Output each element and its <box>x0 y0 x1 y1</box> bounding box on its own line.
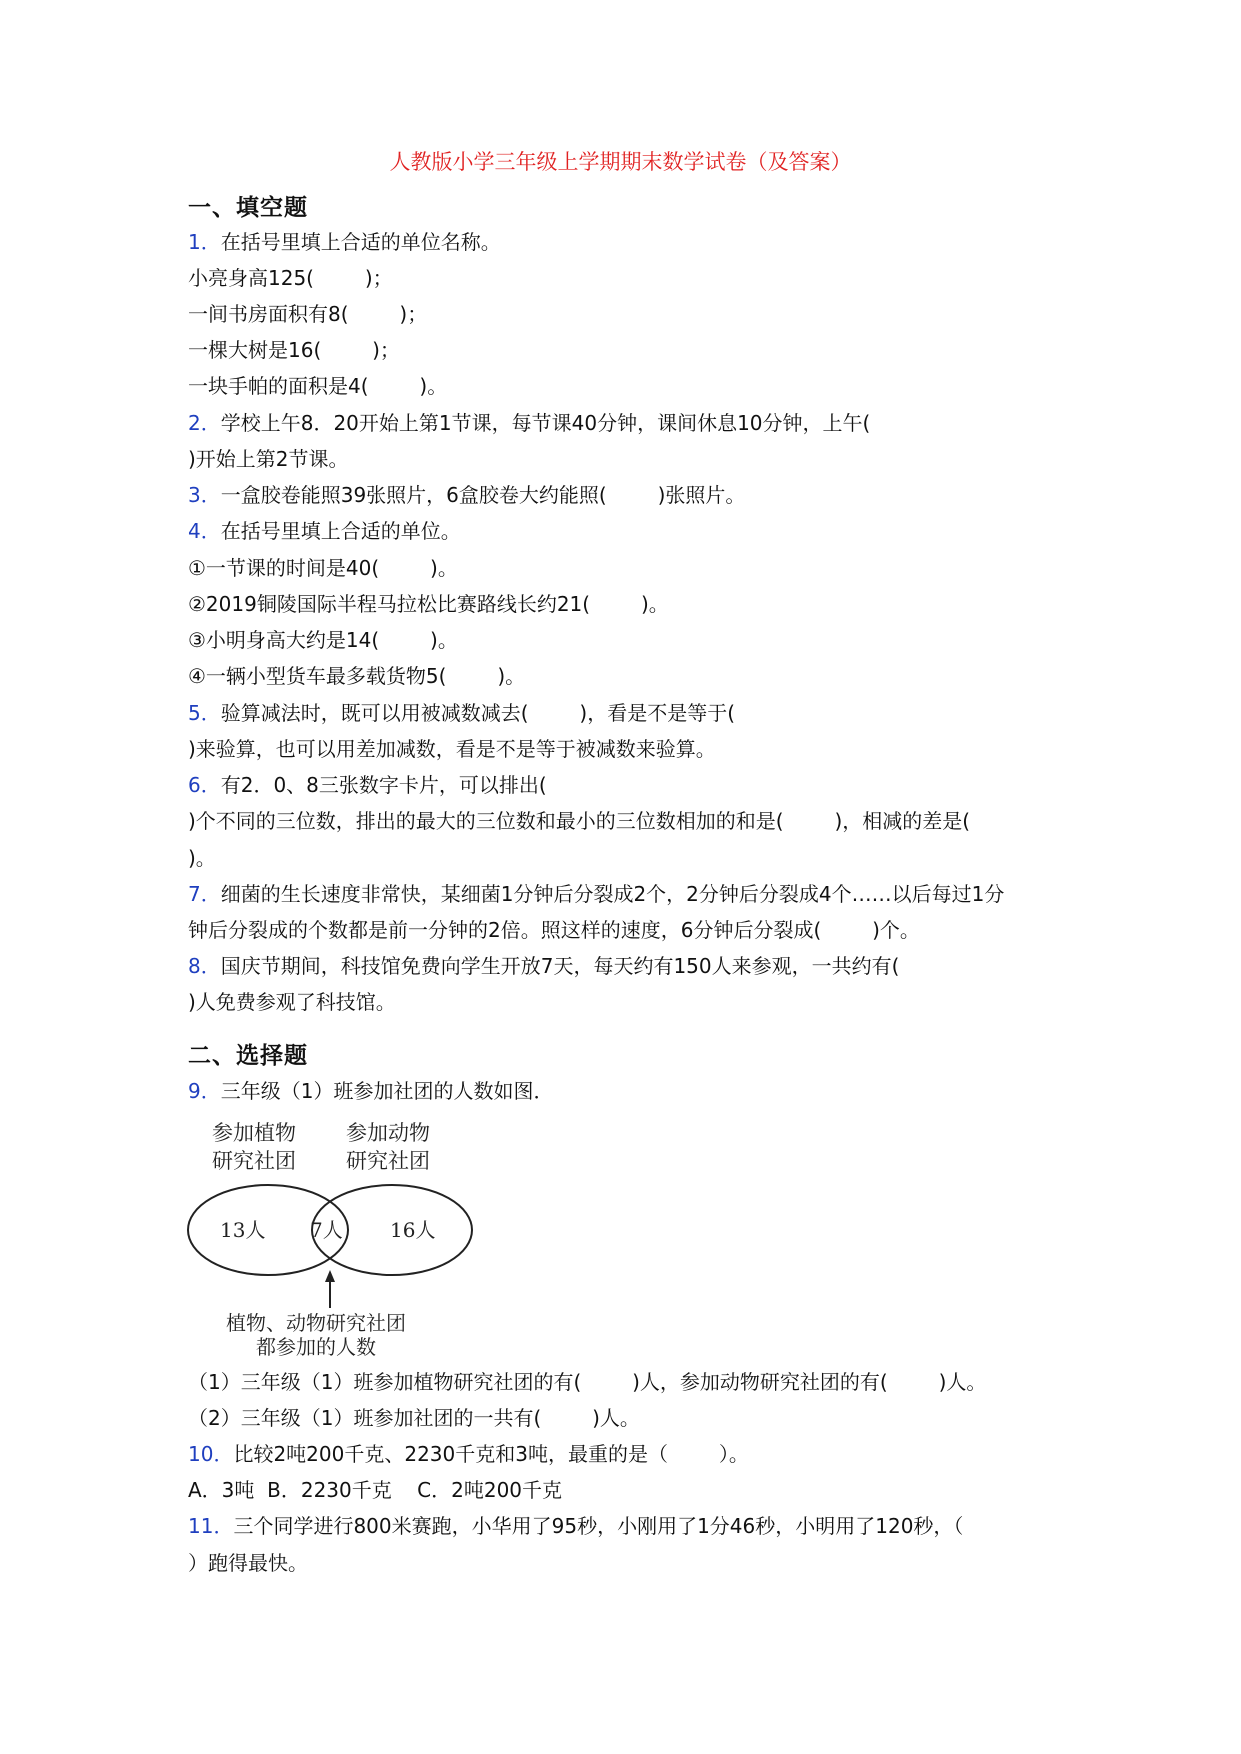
question-text: 一棵大树是16( )； <box>188 338 400 362</box>
question-text: A．3吨 B．2230千克 C．2吨200千克 <box>188 1478 563 1502</box>
question-line <box>188 880 1004 908</box>
venn-value-animal-only: 16人 <box>390 1218 436 1242</box>
question-text: ③小明身高大约是14( )。 <box>188 628 458 652</box>
question-line <box>188 844 216 872</box>
question-number: 4． <box>188 519 221 543</box>
question-text: 一间书房面积有8( )； <box>188 302 428 326</box>
question-line <box>188 952 899 980</box>
question-number: 10． <box>188 1442 234 1466</box>
question-number: 9． <box>188 1079 221 1103</box>
venn-arrow-head <box>325 1270 335 1282</box>
question-text: ①一节课的时间是40( )。 <box>188 556 458 580</box>
page-title: 人教版小学三年级上学期期末数学试卷（及答案） <box>389 150 852 174</box>
question-text: )开始上第2节课。 <box>188 447 349 471</box>
venn-diagram <box>186 1118 476 1356</box>
question-line <box>188 735 716 763</box>
question-text: （2）三年级（1）班参加社团的一共有( )人。 <box>188 1406 640 1430</box>
question-line <box>188 1368 986 1396</box>
question-line <box>188 517 461 545</box>
question-line <box>188 372 447 400</box>
question-text: ④一辆小型货车最多载货物5( )。 <box>188 664 526 688</box>
question-line <box>188 336 400 364</box>
question-line <box>188 1512 963 1540</box>
question-line <box>188 1440 749 1468</box>
question-line <box>188 1549 308 1577</box>
question-text: 在括号里填上合适的单位名称。 <box>220 230 501 254</box>
question-line <box>188 699 735 727</box>
question-line <box>188 988 396 1016</box>
question-line <box>188 916 920 944</box>
question-text: 国庆节期间，科技馆免费向学生开放7天，每天约有150人来参观，一共约有( <box>220 954 900 978</box>
venn-caption-line1: 植物、动物研究社团 <box>226 1311 406 1335</box>
question-number: 3． <box>188 483 221 507</box>
question-text: )。 <box>188 846 216 870</box>
question-text: 验算减法时，既可以用被减数减去( )，看是不是等于( <box>220 701 736 725</box>
question-line <box>188 1077 553 1105</box>
question-line <box>188 300 427 328</box>
question-text: 小亮身高125( )； <box>188 266 393 290</box>
venn-caption-line2: 都参加的人数 <box>256 1335 376 1356</box>
venn-label-plant-line1: 参加植物 <box>212 1121 296 1145</box>
question-line <box>188 445 349 473</box>
venn-value-both: 7人 <box>310 1218 343 1242</box>
question-text: 有2．0、8三张数字卡片，可以排出( <box>220 773 547 797</box>
question-text: 三个同学进行800米赛跑，小华用了95秒，小刚用了1分46秒，小明用了120秒，（ <box>233 1514 964 1538</box>
question-line <box>188 554 458 582</box>
question-text: 三年级（1）班参加社团的人数如图． <box>220 1079 554 1103</box>
question-number: 1． <box>188 230 221 254</box>
question-number: 11． <box>188 1514 234 1538</box>
question-line <box>188 626 458 654</box>
question-text: 学校上午8．20开始上第1节课，每节课40分钟，课间休息10分钟，上午( <box>220 411 871 435</box>
question-line <box>188 228 501 256</box>
question-text: 比较2吨200千克、2230千克和3吨，最重的是（ ）。 <box>233 1442 749 1466</box>
question-line <box>188 481 745 509</box>
question-line <box>188 807 970 835</box>
venn-label-animal-line1: 参加动物 <box>346 1121 430 1145</box>
venn-label-animal-line2: 研究社团 <box>346 1149 430 1173</box>
question-text: )个不同的三位数，排出的最大的三位数和最小的三位数相加的和是( )，相减的差是( <box>188 809 971 833</box>
question-text: ）跑得最快。 <box>188 1551 308 1575</box>
question-text: （1）三年级（1）班参加植物研究社团的有( )人，参加动物研究社团的有( )人。 <box>188 1370 987 1394</box>
question-number: 7． <box>188 882 221 906</box>
question-text: 细菌的生长速度非常快，某细菌1分钟后分裂成2个，2分钟后分裂成4个……以后每过1分 <box>220 882 1005 906</box>
question-text: ②2019铜陵国际半程马拉松比赛路线长约21( )。 <box>188 592 669 616</box>
question-number: 2． <box>188 411 221 435</box>
question-text: )人免费参观了科技馆。 <box>188 990 396 1014</box>
question-line <box>188 771 547 799</box>
question-number: 5． <box>188 701 221 725</box>
section-heading-multiple-choice: 二、选择题 <box>188 1043 308 1069</box>
question-text: 一块手帕的面积是4( )。 <box>188 374 448 398</box>
venn-label-plant-line2: 研究社团 <box>212 1149 296 1173</box>
section-heading-fill-blank: 一、填空题 <box>188 195 308 221</box>
question-number: 6． <box>188 773 221 797</box>
question-number: 8． <box>188 954 221 978</box>
question-line <box>188 264 393 292</box>
question-text: 在括号里填上合适的单位。 <box>220 519 461 543</box>
question-line <box>188 409 870 437</box>
question-line <box>188 1476 562 1504</box>
venn-value-plant-only: 13人 <box>220 1218 266 1242</box>
question-text: 钟后分裂成的个数都是前一分钟的2倍。照这样的速度，6分钟后分裂成( )个。 <box>188 918 920 942</box>
question-text: 一盒胶卷能照39张照片，6盒胶卷大约能照( )张照片。 <box>220 483 746 507</box>
question-line <box>188 662 525 690</box>
question-line <box>188 590 669 618</box>
question-text: )来验算，也可以用差加减数，看是不是等于被减数来验算。 <box>188 737 716 761</box>
question-line <box>188 1404 640 1432</box>
